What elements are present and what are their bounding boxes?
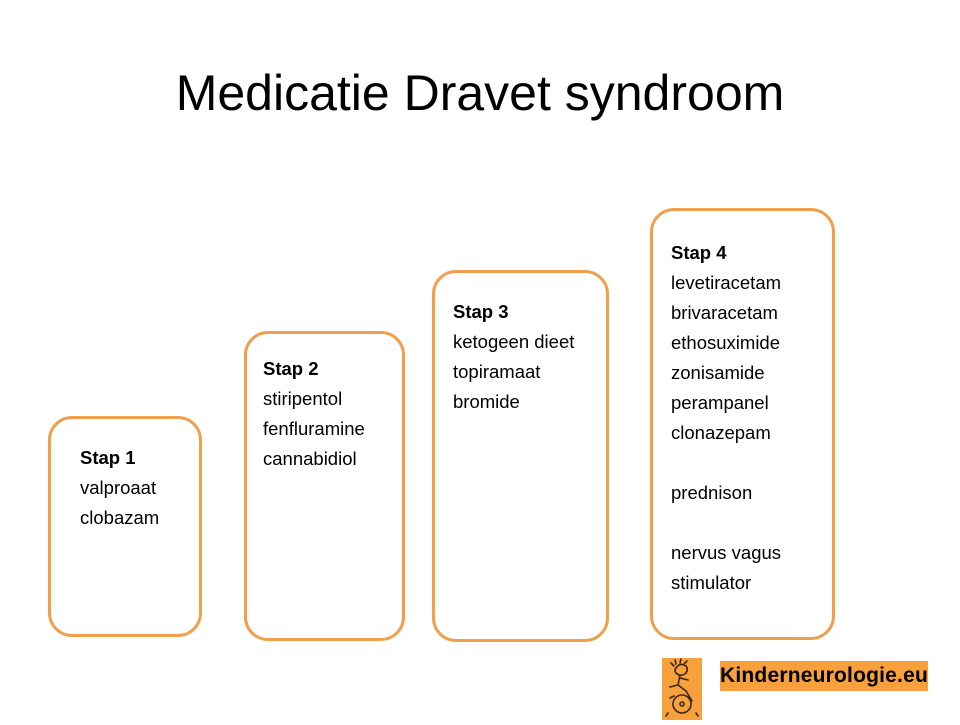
step-4-item: levetiracetam	[671, 272, 782, 293]
step-3-heading: Stap 3	[453, 301, 509, 322]
step-1-heading: Stap 1	[80, 447, 136, 468]
logo-text: Kinderneurologie.eu	[720, 661, 928, 691]
step-4-item: perampanel	[671, 392, 769, 413]
step-4-spacer	[671, 508, 781, 538]
step-2-content	[263, 354, 365, 474]
step-1-item: valproaat	[80, 477, 157, 498]
step-4-item: nervus vagus	[671, 542, 782, 563]
step-4-item: zonisamide	[671, 362, 765, 383]
step-3-item: topiramaat	[453, 361, 541, 382]
step-3-box	[432, 270, 609, 642]
step-2-item: fenfluramine	[263, 418, 365, 439]
step-4-item: brivaracetam	[671, 302, 778, 323]
step-4-box	[650, 208, 835, 640]
step-4-item: prednison	[671, 482, 753, 503]
step-4-heading: Stap 4	[671, 242, 727, 263]
step-1-box	[48, 416, 202, 637]
step-2-item: stiripentol	[263, 388, 343, 409]
step-4-spacer	[671, 448, 781, 478]
step-2-item: cannabidiol	[263, 448, 357, 469]
step-2-heading: Stap 2	[263, 358, 319, 379]
page-title: Medicatie Dravet syndroom	[175, 65, 785, 121]
step-4-item: ethosuximide	[671, 332, 781, 353]
step-3-item: ketogeen dieet	[453, 331, 575, 352]
step-2-box	[244, 331, 405, 641]
site-logo	[662, 658, 928, 720]
step-3-content	[453, 297, 574, 417]
step-1-item: clobazam	[80, 507, 160, 528]
step-4-content	[671, 238, 781, 598]
child-wheelchair-logo-icon	[662, 658, 702, 720]
step-3-item: bromide	[453, 391, 520, 412]
step-1-content	[80, 443, 159, 533]
step-4-item: clonazepam	[671, 422, 771, 443]
step-4-item: stimulator	[671, 572, 752, 593]
